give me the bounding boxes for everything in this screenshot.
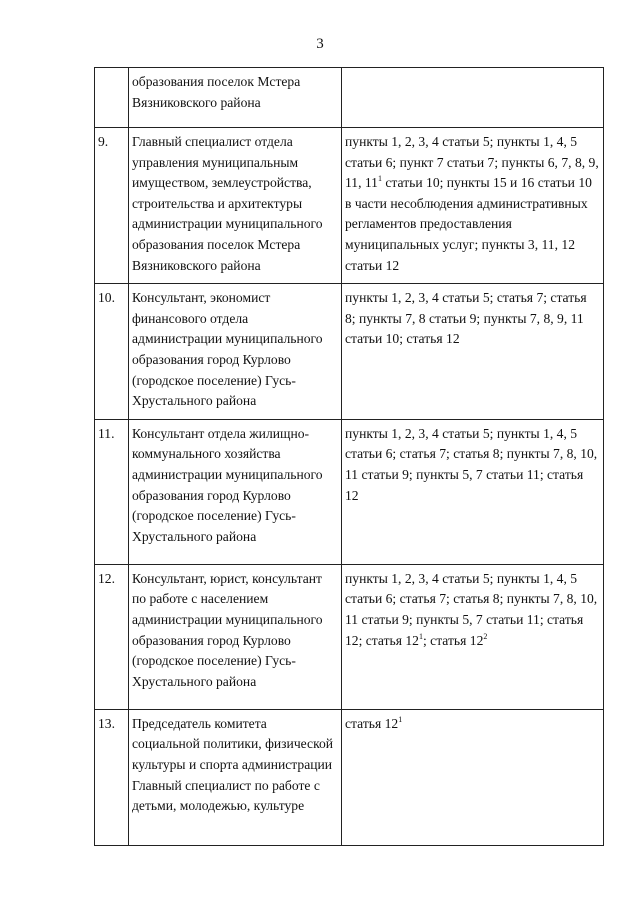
position-cell: Консультант отдела жилищно-коммунального хозяйства администрации муниципального образования город Курлово (городское поселение) Гусь-Хрустального района [129,419,342,564]
articles-text: статьи 10; пункты 15 и 16 статьи 10 в части несоблюдения административных регламентов предоставления муниципальных услуг; пункты 3, 11, 12 статьи 12 [345,175,592,273]
table-row [95,284,604,420]
table-row [95,564,604,709]
articles-text: пункты 1, 2, 3, 4 статьи 5; пункты 1, 4, 5 статьи 6; пункт 7 статьи 7; пункты 6, 7, 8, 9, 11, 11 [345,134,599,191]
articles-cell [342,128,604,284]
articles-cell [342,284,604,420]
articles-text: пункты 1, 2, 3, 4 статьи 5; статья 7; статья 8; пункты 7, 8 статьи 9; пункты 7, 8, 9, 11 статьи 10; статья 12 [345,290,587,347]
position-cell: Председатель комитета социальной политики, физической культуры и спорта администрации Главный специалист по работе с детьми, молодежью, культуре [129,709,342,845]
articles-text: пункты 1, 2, 3, 4 статьи 5; пункты 1, 4, 5 статьи 6; статья 7; статья 8; пункты 7, 8, 10, 11 статьи 9; пункты 5, 7 статьи 11; статья 12; статья 12 [345,570,598,648]
table-row [95,419,604,564]
position-cell: Консультант, юрист, консультант по работе с населением администрации муниципального образования город Курлово (городское поселение) Гусь-Хрустального района [129,564,342,709]
row-number: 10. [95,284,129,420]
articles-cell [342,68,604,128]
position-cell: образования поселок Мстера Вязниковского района [129,68,342,128]
row-number: 13. [95,709,129,845]
position-cell: Главный специалист отдела управления муниципальным имуществом, землеустройства, строительства и архитектуры администрации муниципального образования поселок Мстера Вязниковского района [129,128,342,284]
superscript: 1 [398,714,403,724]
superscript: 1 [377,174,382,184]
row-number: 11. [95,419,129,564]
page-number: 3 [316,36,324,52]
table-row [95,709,604,845]
superscript: 2 [483,631,488,641]
articles-text: ; статья 12 [422,632,484,648]
table-row [95,68,604,128]
row-number: 12. [95,564,129,709]
articles-text: статья 12 [345,715,399,731]
articles-cell [342,419,604,564]
table-row [95,128,604,284]
row-number: 9. [95,128,129,284]
row-number [95,68,129,128]
articles-cell [342,709,604,845]
position-cell: Консультант, экономист финансового отдела администрации муниципального образования город Курлово (городское поселение) Гусь-Хрустального района [129,284,342,420]
superscript: 1 [418,631,423,641]
officials-table [94,67,604,846]
articles-cell [342,564,604,709]
articles-text: пункты 1, 2, 3, 4 статьи 5; пункты 1, 4, 5 статьи 6; статья 7; статья 8; пункты 7, 8, 10, 11 статьи 9; пункты 5, 7 статьи 11; статья 12 [345,425,598,503]
